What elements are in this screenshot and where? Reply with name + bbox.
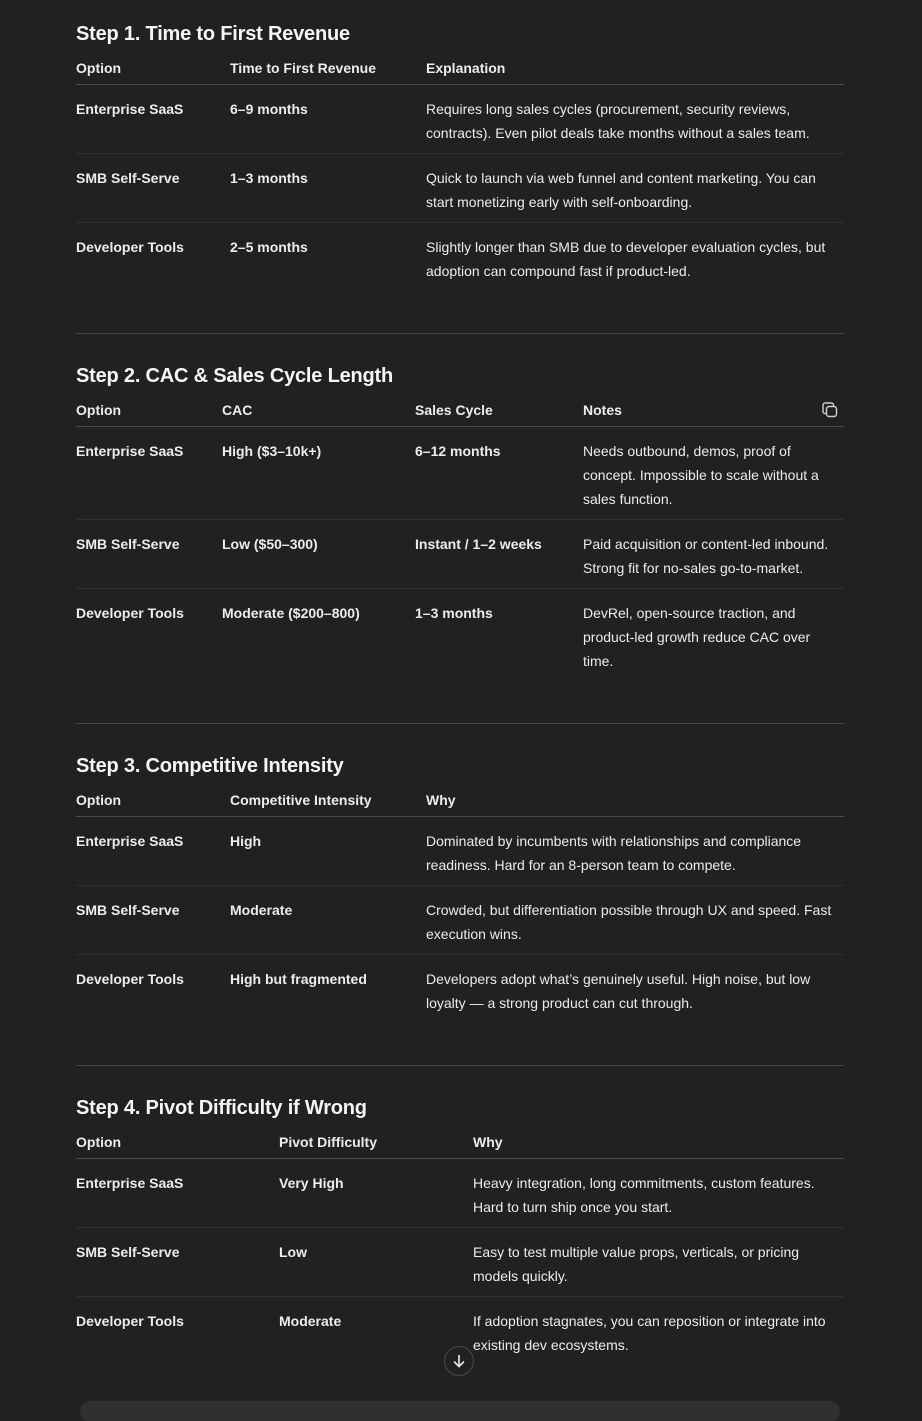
table-row	[76, 154, 844, 223]
cac-cell: High ($3–10k+)	[222, 443, 322, 459]
why-cell: Crowded, but differentiation possible through UX and speed. Fast execution wins.	[426, 902, 832, 942]
step4-table	[76, 1126, 844, 1366]
table-header	[76, 784, 844, 817]
table-row	[76, 817, 844, 886]
section-divider	[76, 333, 844, 334]
column-header: Why	[473, 1134, 503, 1150]
value-cell: Low	[279, 1244, 307, 1260]
why-cell: Heavy integration, long commitments, custom features. Hard to turn ship once you start.	[473, 1175, 815, 1215]
column-header: Sales Cycle	[415, 402, 493, 418]
cac-cell: Moderate ($200–800)	[222, 605, 360, 621]
value-cell: High	[230, 833, 262, 849]
copy-icon[interactable]	[821, 401, 839, 419]
sales-cycle-cell: 1–3 months	[415, 605, 493, 621]
column-header: Option	[76, 1134, 122, 1150]
option-cell: Developer Tools	[76, 1313, 184, 1329]
explanation-cell: Slightly longer than SMB due to developer evaluation cycles, but adoption can compound fast if product-led.	[426, 239, 826, 279]
value-cell: Very High	[279, 1175, 344, 1191]
scroll-to-bottom-button[interactable]	[444, 1346, 474, 1376]
step4-title: Step 4. Pivot Difficulty if Wrong	[76, 1097, 367, 1119]
sales-cycle-cell: 6–12 months	[415, 443, 501, 459]
column-header: Explanation	[426, 60, 506, 76]
step2-title: Step 2. CAC & Sales Cycle Length	[76, 365, 394, 387]
step3-table	[76, 784, 844, 1024]
column-header: Pivot Difficulty	[279, 1134, 378, 1150]
value-cell: 1–3 months	[230, 170, 308, 186]
table-row	[76, 955, 844, 1024]
option-cell: Enterprise SaaS	[76, 101, 184, 117]
option-cell: SMB Self-Serve	[76, 170, 180, 186]
value-cell: 2–5 months	[230, 239, 308, 255]
option-cell: Developer Tools	[76, 971, 184, 987]
table-row	[76, 886, 844, 955]
step2-table	[76, 394, 844, 682]
message-composer[interactable]	[80, 1401, 840, 1421]
column-header: Why	[426, 792, 456, 808]
table-header	[76, 52, 844, 85]
column-header: CAC	[222, 402, 253, 418]
table-row	[76, 427, 844, 520]
value-cell: 6–9 months	[230, 101, 308, 117]
column-header: Option	[76, 792, 122, 808]
step1-title: Step 1. Time to First Revenue	[76, 23, 350, 45]
cac-cell: Low ($50–300)	[222, 536, 318, 552]
notes-cell: Paid acquisition or content-led inbound. Strong fit for no-sales go-to-market.	[583, 536, 829, 576]
option-cell: SMB Self-Serve	[76, 902, 180, 918]
table-header	[76, 1126, 844, 1159]
value-cell: Moderate	[230, 902, 293, 918]
option-cell: Developer Tools	[76, 605, 184, 621]
section-divider	[76, 1065, 844, 1066]
value-cell: Moderate	[279, 1313, 342, 1329]
notes-cell: Needs outbound, demos, proof of concept. Impossible to scale without a sales function.	[583, 443, 819, 507]
step3-title: Step 3. Competitive Intensity	[76, 755, 344, 777]
option-cell: SMB Self-Serve	[76, 1244, 180, 1260]
table-row	[76, 1228, 844, 1297]
explanation-cell: Requires long sales cycles (procurement, security reviews, contracts). Even pilot deals take months without a sales team.	[426, 101, 810, 141]
table-row	[76, 589, 844, 682]
why-cell: Dominated by incumbents with relationships and compliance readiness. Hard for an 8-person team to compete.	[426, 833, 802, 873]
option-cell: SMB Self-Serve	[76, 536, 180, 552]
table-row	[76, 85, 844, 154]
column-header: Notes	[583, 402, 622, 418]
column-header: Option	[76, 60, 122, 76]
why-cell: Easy to test multiple value props, verticals, or pricing models quickly.	[473, 1244, 800, 1284]
column-header: Time to First Revenue	[230, 60, 377, 76]
why-cell: If adoption stagnates, you can reposition or integrate into existing dev ecosystems.	[473, 1313, 826, 1353]
table-row	[76, 1159, 844, 1228]
explanation-cell: Quick to launch via web funnel and content marketing. You can start monetizing early with self-onboarding.	[426, 170, 816, 210]
notes-cell: DevRel, open-source traction, and product-led growth reduce CAC over time.	[583, 605, 811, 669]
option-cell: Enterprise SaaS	[76, 1175, 184, 1191]
arrow-down-icon	[451, 1353, 467, 1369]
why-cell: Developers adopt what’s genuinely useful. High noise, but low loyalty — a strong product can cut through.	[426, 971, 811, 1011]
section-divider	[76, 723, 844, 724]
value-cell: High but fragmented	[230, 971, 367, 987]
table-row	[76, 223, 844, 292]
option-cell: Developer Tools	[76, 239, 184, 255]
option-cell: Enterprise SaaS	[76, 443, 184, 459]
column-header: Option	[76, 402, 122, 418]
option-cell: Enterprise SaaS	[76, 833, 184, 849]
table-row	[76, 520, 844, 589]
table-header	[76, 394, 844, 427]
column-header: Competitive Intensity	[230, 792, 372, 808]
sales-cycle-cell: Instant / 1–2 weeks	[415, 536, 542, 552]
step1-table	[76, 52, 844, 292]
